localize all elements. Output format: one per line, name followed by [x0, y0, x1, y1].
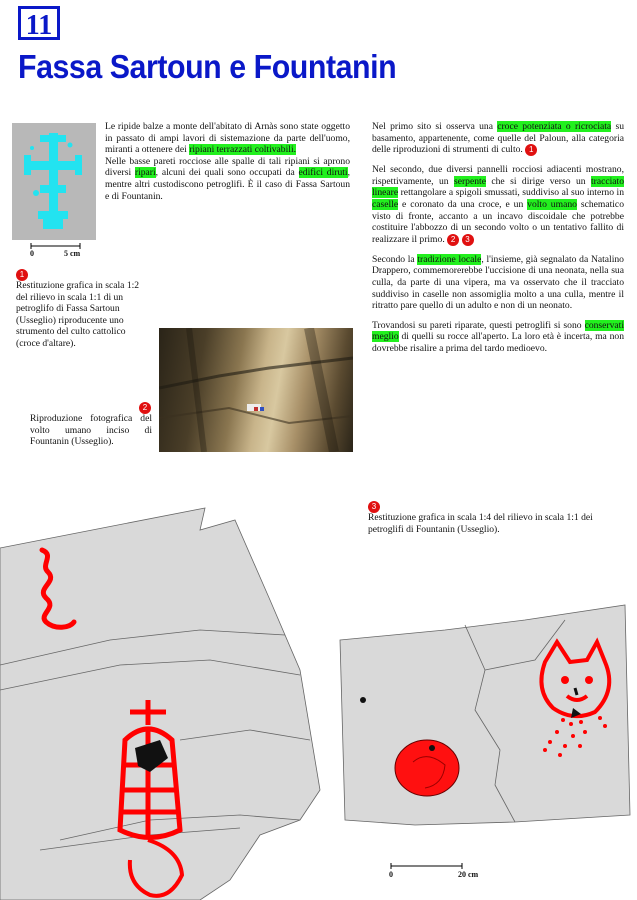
- paragraph-1: Nel primo sito si osserva una croce potenziata o ricrociata su basamento, appartenente, come quelle del Paloun, alla categoria delle riproduzioni di strumenti di culto. 1: [372, 121, 624, 156]
- badge-2: 2: [139, 402, 151, 414]
- intro-text: Le ripide balze a monte dell'abitato di Arnàs sono state oggetto in passato di ampi lavori di sistemazione da parte dell'uomo, miranti a ottenere dei ripiani terrazzati coltivabili. Nelle basse pareti rocciose alle spalle di tali ripiani si aprono diversi ripari, alcuni dei quali sono occupati da edifici diruti, mentre altri custodiscono petroglifi. È il caso di Fassa Sartoun e di Fountanin.: [105, 121, 350, 202]
- rock-panel-right: [335, 600, 635, 860]
- figure2-photo: [159, 328, 353, 452]
- figure1-caption: Restituzione grafica in scala 1:2 del rilievo in scala 1:1 di un petroglifo di Fassa Sartoun (Usseglio) riproducente uno strumento del culto cattolico (croce d'altare).: [16, 280, 140, 349]
- highlight-ripari: ripari: [134, 167, 156, 179]
- badge-3: 3: [368, 501, 380, 513]
- rock-panel-left: [0, 490, 330, 900]
- figure1-scale-label: 5 cm: [64, 249, 81, 258]
- badge-3-ref: 3: [462, 234, 474, 246]
- figure3-scale-label: 20 cm: [458, 870, 479, 879]
- paragraph-3: Secondo la tradizione locale, l'insieme, già segnalato da Natalino Drappero, commemorerebbe l'uccisione di una neonata, nella sua culla, da parte di una vipera, ma va osservato che il tracciato suddiviso in caselle non assomiglia molto a una culla, mentre il ritratto pare quello di un adulto e non di un neonato.: [372, 253, 624, 312]
- figure1-image: [12, 123, 96, 240]
- figure3-caption: Restituzione grafica in scala 1:4 del rilievo in scala 1:1 dei petroglifi di Fountanin (Usseglio).: [368, 512, 593, 535]
- paragraph-2: Nel secondo, due diversi pannelli rocciosi adiacenti mostrano, rispettivamente, un serpente che si dirige verso un tracciato lineare rettangolare a spigoli smussati, suddiviso al suo interno in caselle e coronato da una croce, e un volto umano schematico visto di fronte, accanto a un incavo discoidale che potrebbe costituire l'abbozzo di un secondo volto o un tentativo fallito di realizzare il primo. 2 3: [372, 164, 624, 245]
- paragraph-4: Trovandosi su pareti riparate, questi petroglifi si sono conservati meglio di quelli su rocce all'aperto. La loro età è incerta, ma non dovrebbe risalire a prima del tardo medioevo.: [372, 319, 624, 354]
- figure2-caption: Riproduzione fotografica del volto umano inciso di Fountanin (Usseglio).: [30, 413, 152, 448]
- figure3-scale-zero: 0: [389, 870, 393, 879]
- page-title: Fassa Sartoun e Fountanin: [18, 48, 397, 85]
- badge-1-ref: 1: [525, 144, 537, 156]
- highlight-terraced: ripiani terrazzati coltivabili.: [189, 144, 297, 156]
- figure3-scale-bar: [390, 862, 464, 870]
- right-column-text: [372, 121, 624, 363]
- photo-texture: [159, 328, 353, 452]
- page-number: 11: [18, 6, 60, 40]
- figure1-scale-zero: 0: [30, 249, 34, 258]
- badge-2-ref: 2: [447, 234, 459, 246]
- highlight-edifici: edifici diruti: [298, 167, 348, 179]
- cross-petroglyph-drawing: [12, 123, 96, 240]
- badge-1: 1: [16, 269, 28, 281]
